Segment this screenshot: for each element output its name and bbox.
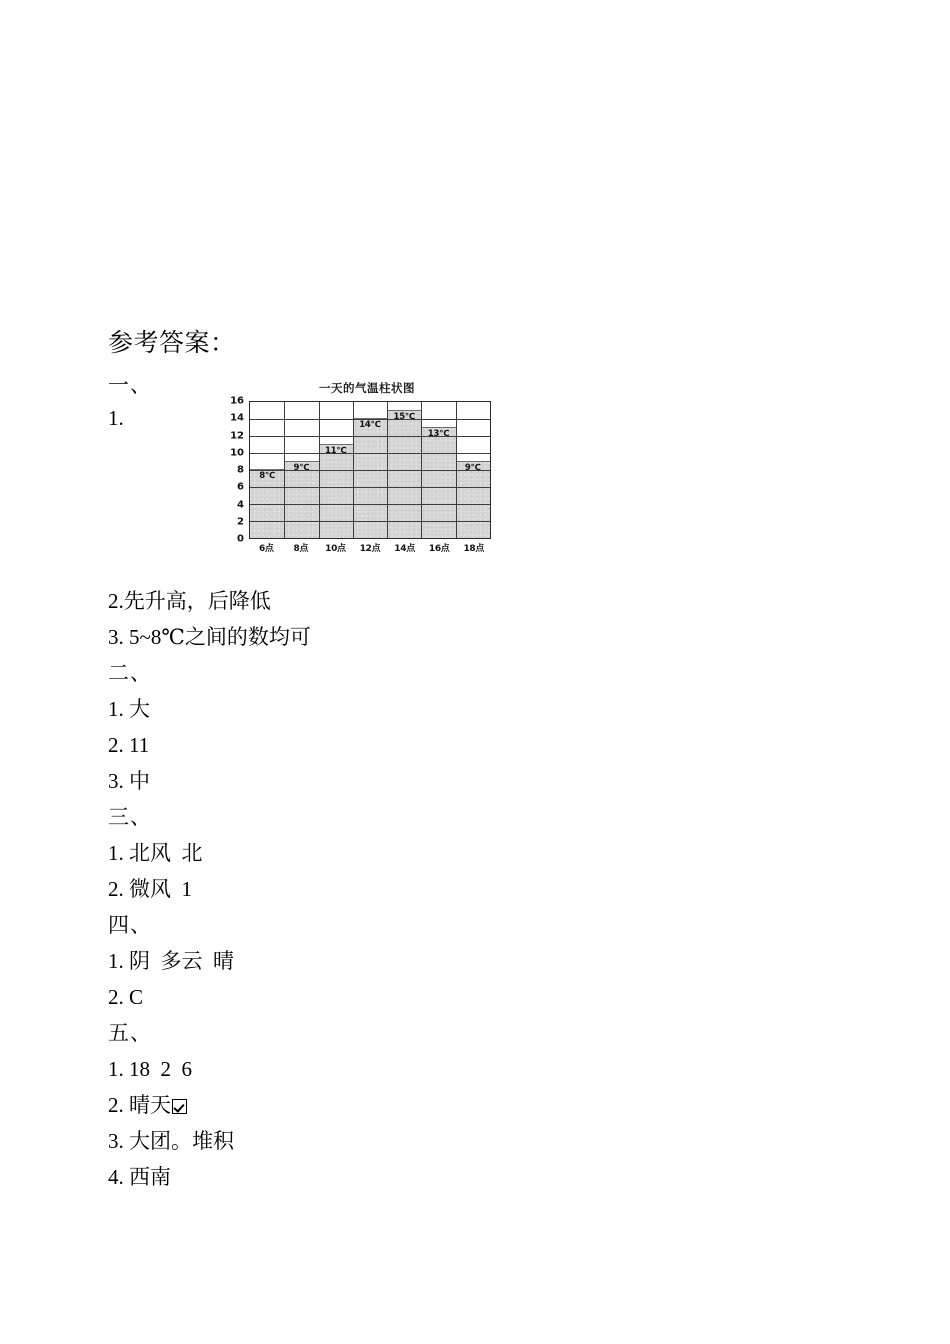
y-axis-tick-label: 10	[230, 447, 244, 459]
bar-value-label: 15℃	[393, 411, 416, 422]
bar-value-label: 9℃	[293, 462, 310, 473]
chart-bars	[250, 402, 490, 538]
x-axis-tick-label: 10点	[325, 544, 346, 554]
answer-5-2-text: 2. 晴天	[108, 1093, 171, 1117]
section-marker-four: 四、	[108, 913, 152, 937]
chart-plot-area	[249, 401, 491, 539]
answer-5-2	[108, 1087, 868, 1123]
bar-column	[353, 402, 387, 538]
bar-value-label: 11℃	[324, 445, 347, 456]
x-axis-tick-label: 14点	[394, 544, 415, 554]
x-axis-tick-label: 6点	[258, 544, 274, 554]
y-axis-tick-label: 14	[230, 412, 244, 424]
y-axis-tick-label: 12	[230, 430, 244, 441]
chart-title: 一天的气温柱状图	[319, 381, 415, 395]
bar-value-label: 9℃	[464, 462, 481, 473]
bar	[387, 410, 421, 539]
y-axis-tick-label: 16	[230, 395, 244, 407]
question-1-row	[108, 381, 868, 583]
answer-1-2: 2.先升高，后降低	[108, 589, 271, 613]
bar-column	[250, 402, 284, 538]
answer-1-3: 3. 5~8℃之间的数均可	[108, 625, 311, 649]
page-title: 参考答案：	[108, 330, 236, 357]
checked-checkbox-icon	[172, 1099, 187, 1114]
bar-column	[387, 402, 421, 538]
answer-5-1: 1. 18 2 6	[108, 1057, 192, 1081]
question-1-number: 1.	[108, 406, 124, 430]
bar	[421, 427, 455, 539]
y-axis-tick-label: 0	[237, 533, 244, 545]
answer-2-1: 1. 大	[108, 697, 150, 721]
y-axis-tick-label: 6	[237, 481, 244, 493]
section-marker-one: 一、	[108, 373, 152, 397]
bar-column	[421, 402, 455, 538]
answer-5-3: 3. 大团。堆积	[108, 1129, 234, 1153]
bar-value-label: 14℃	[359, 420, 381, 430]
x-axis-tick-label: 8点	[293, 544, 309, 554]
answer-2-3: 3. 中	[108, 769, 150, 793]
temperature-bar-chart	[222, 380, 512, 568]
x-axis-tick-label: 18点	[463, 544, 485, 554]
answer-3-1: 1. 北风 北	[108, 841, 203, 865]
bar-column	[456, 402, 490, 538]
answer-3-2: 2. 微风 1	[108, 877, 192, 901]
answer-4-1: 1. 阴 多云 晴	[108, 949, 234, 973]
x-axis-tick-label: 16点	[428, 544, 450, 554]
y-axis-tick-label: 4	[237, 499, 244, 510]
bar-value-label: 8℃	[259, 471, 276, 481]
section-marker-five: 五、	[108, 1021, 152, 1045]
bar	[319, 444, 353, 539]
answer-5-4: 4. 西南	[108, 1165, 171, 1189]
bar-column	[319, 402, 353, 538]
document-body	[108, 325, 868, 1195]
bar-column	[284, 402, 318, 538]
section-marker-three: 三、	[108, 805, 152, 829]
chart-x-axis	[249, 541, 491, 554]
y-axis-tick-label: 8	[237, 464, 244, 476]
section-marker-two: 二、	[108, 661, 152, 685]
y-axis-tick-label: 2	[237, 516, 244, 528]
bar	[353, 418, 387, 538]
x-axis-tick-label: 12点	[359, 544, 381, 554]
answer-4-2: 2. C	[108, 985, 144, 1009]
bar-value-label: 13℃	[427, 428, 450, 439]
answer-2-2: 2. 11	[108, 733, 150, 757]
chart-y-axis	[222, 395, 246, 545]
